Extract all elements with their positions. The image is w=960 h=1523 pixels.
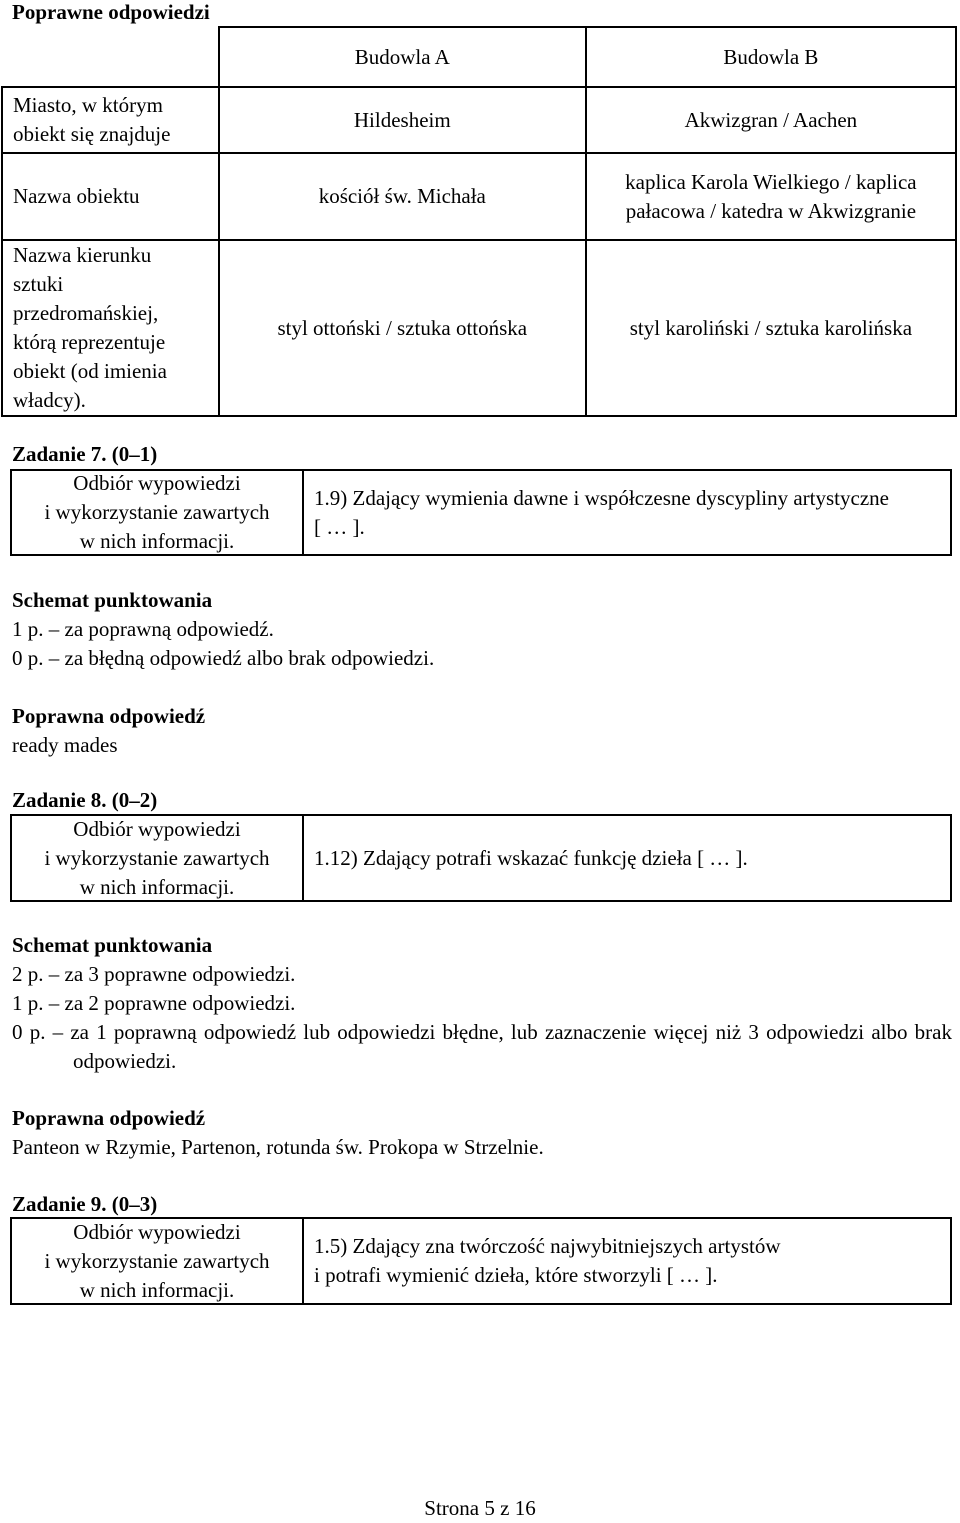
requirement-line: i potrafi wymienić dzieła, które stworzyli [ … ]. xyxy=(314,1263,718,1287)
task9-area xyxy=(12,1219,304,1303)
cell-b: Akwizgran / Aachen xyxy=(586,87,956,153)
task7-area xyxy=(12,471,304,554)
task7-scheme-1: 1 p. – za poprawną odpowiedź. xyxy=(12,617,274,641)
task8-area xyxy=(12,816,304,900)
page-number: Strona 5 z 16 xyxy=(424,1496,536,1520)
cell-b: kaplica Karola Wielkiego / kaplica pałacowa / katedra w Akwizgranie xyxy=(586,153,956,240)
area-line: w nich informacji. xyxy=(79,1277,235,1302)
header-budowla-b: Budowla B xyxy=(586,27,956,87)
task7-requirements-box xyxy=(10,469,952,556)
area-line: i wykorzystanie zawartych xyxy=(44,1248,270,1273)
task8-answer-heading: Poprawna odpowiedź xyxy=(12,1106,206,1130)
area-line: Odbiór wypowiedzi xyxy=(73,816,241,841)
requirement-line: 1.5) Zdający zna twórczość najwybitniejszych artystów xyxy=(314,1234,781,1258)
row-label: Nazwa kierunku sztuki przedromańskiej, którą reprezentuje obiekt (od imienia władcy). xyxy=(2,240,219,416)
task8-requirements-box xyxy=(10,814,952,902)
cell-a: kościół św. Michała xyxy=(219,153,586,240)
area-line: i wykorzystanie zawartych xyxy=(44,500,270,524)
task9-requirement xyxy=(304,1219,950,1303)
answers-table xyxy=(1,26,957,417)
task8-scheme-1: 1 p. – za 2 poprawne odpowiedzi. xyxy=(12,991,296,1015)
task8-title: Zadanie 8. (0–2) xyxy=(12,788,158,812)
task7-title: Zadanie 7. (0–1) xyxy=(12,442,158,466)
task8-scheme-heading: Schemat punktowania xyxy=(12,933,213,957)
task8-answer: Panteon w Rzymie, Partenon, rotunda św. Prokopa w Strzelnie. xyxy=(12,1135,544,1159)
table-corner xyxy=(2,27,219,87)
task7-requirement: 1.9) Zdający wymienia dawne i współczesne dyscypliny artystyczne [ … ]. xyxy=(314,485,889,539)
task7-answer-heading: Poprawna odpowiedź xyxy=(12,704,206,728)
task7-answer: ready mades xyxy=(12,733,118,757)
task7-scheme-0: 0 p. – za błędną odpowiedź albo brak odpowiedzi. xyxy=(12,646,435,670)
cell-a: Hildesheim xyxy=(219,87,586,153)
area-line: w nich informacji. xyxy=(79,529,235,553)
task7-scheme-heading: Schemat punktowania xyxy=(12,588,213,612)
cell-b: styl karoliński / sztuka karolińska xyxy=(586,240,956,416)
task8-scheme-2: 2 p. – za 3 poprawne odpowiedzi. xyxy=(12,962,296,986)
cell-a: styl ottoński / sztuka ottońska xyxy=(219,240,586,416)
area-line: w nich informacji. xyxy=(79,874,235,899)
area-line: i wykorzystanie zawartych xyxy=(44,845,270,870)
answers-heading: Poprawne odpowiedzi xyxy=(12,0,210,24)
task9-requirements-box xyxy=(10,1217,952,1305)
task9-title: Zadanie 9. (0–3) xyxy=(12,1192,158,1216)
area-line: Odbiór wypowiedzi xyxy=(73,471,241,495)
row-label: Miasto, w którym obiekt się znajduje xyxy=(2,87,219,153)
task8-requirement: 1.12) Zdający potrafi wskazać funkcję dzieła [ … ]. xyxy=(314,845,748,870)
task8-scheme-0: 0 p. – za 1 poprawną odpowiedź lub odpowiedzi błędne, lub zaznaczenie więcej niż 3 odpowiedzi albo brak odpowiedzi. xyxy=(12,1020,952,1073)
area-line: Odbiór wypowiedzi xyxy=(73,1219,241,1244)
row-label: Nazwa obiektu xyxy=(2,153,219,240)
header-budowla-a: Budowla A xyxy=(219,27,586,87)
